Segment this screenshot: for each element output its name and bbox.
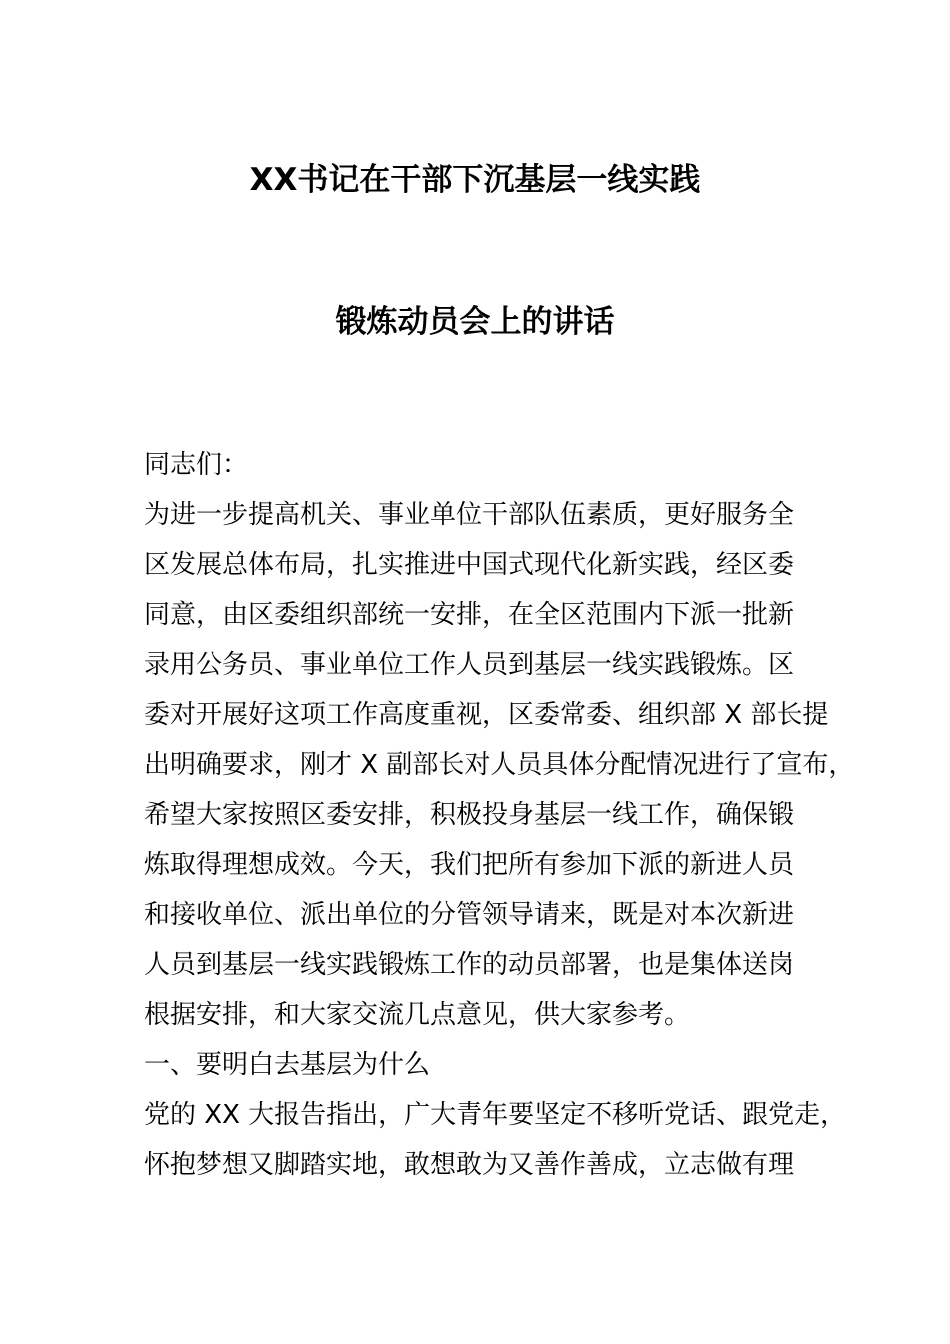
body-line: 党的 XX 大报告指出，广大青年要坚定不移听党话、跟党走，: [144, 1100, 847, 1130]
body-line: 委对开展好这项工作高度重视，区委常委、组织部 X 部长提: [144, 700, 829, 730]
document-title-line-1: XX书记在干部下沉基层一线实践: [249, 162, 701, 198]
body-line: 和接收单位、派出单位的分管领导请来，既是对本次新进: [144, 900, 795, 930]
salutation: 同志们：: [144, 450, 249, 480]
document-title-line-2: 锻炼动员会上的讲话: [335, 304, 615, 340]
body-line: 怀抱梦想又脚踏实地，敢想敢为又善作善成，立志做有理: [144, 1150, 795, 1180]
document-body: [144, 440, 855, 1190]
section-heading: 一、要明白去基层为什么: [144, 1050, 431, 1080]
body-line: 出明确要求，刚才 X 副部长对人员具体分配情况进行了宣布，: [144, 750, 855, 780]
body-line: 同意，由区委组织部统一安排，在全区范围内下派一批新: [144, 600, 795, 630]
body-line: 为进一步提高机关、事业单位干部队伍素质，更好服务全: [144, 500, 795, 530]
body-line: 区发展总体布局，扎实推进中国式现代化新实践，经区委: [144, 550, 795, 580]
body-line: 希望大家按照区委安排，积极投身基层一线工作，确保锻: [144, 800, 795, 830]
body-line: 炼取得理想成效。今天，我们把所有参加下派的新进人员: [144, 850, 795, 880]
body-line: 录用公务员、事业单位工作人员到基层一线实践锻炼。区: [144, 650, 795, 680]
body-line: 人员到基层一线实践锻炼工作的动员部署，也是集体送岗: [144, 950, 795, 980]
body-line: 根据安排，和大家交流几点意见，供大家参考。: [144, 1000, 691, 1030]
